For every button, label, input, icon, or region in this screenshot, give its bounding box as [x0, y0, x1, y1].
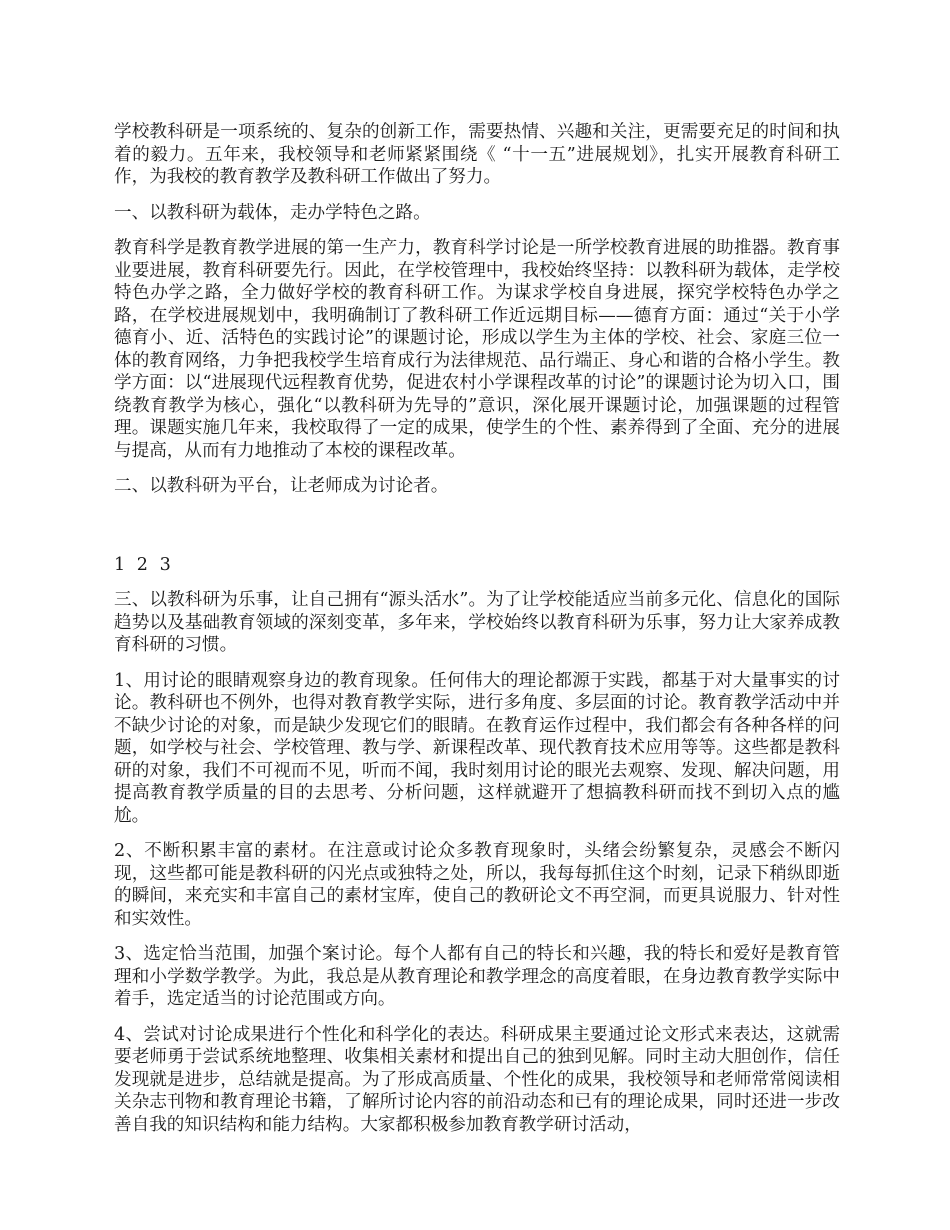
point-4-paragraph: 4、尝试对讨论成果进行个性化和科学化的表达。科研成果主要通过论文形式来表达，这就需要老师勇于尝试系统地整理、收集相关素材和提出自己的独到见解。同时主动大胆创作，信任发现就是进步，总结就是提高。为了形成高质量、个性化的成果，我校领导和老师常常阅读相关杂志刊物和教育理论书籍，了解所讨论内容的前沿动态和已有的理论成果，同时还进一步改善自我的知识结构和能力结构。大家都积极参加教育教学研讨活动，	[114, 1024, 840, 1135]
point-2-paragraph: 2、不断积累丰富的素材。在注意或讨论众多教育现象时，头绪会纷繁复杂，灵感会不断闪现，这些都可能是教科研的闪光点或独特之处，所以，我每每抓住这个时刻，记录下稍纵即逝的瞬间，来充实和丰富自己的素材宝库，使自己的教研论文不再空洞，而更具说服力、针对性和实效性。	[114, 841, 840, 929]
section-heading-1: 一、以教科研为载体，走办学特色之路。	[114, 202, 431, 223]
document-page	[114, 121, 840, 1149]
page-break-spacer	[114, 511, 840, 554]
point-3-paragraph: 3、选定恰当范围，加强个案讨论。每个人都有自己的特长和兴趣，我的特长和爱好是教育管理和小学数学教学。为此，我总是从教育理论和教学理念的高度着眼，在身边教育教学实际中着手，选定适当的讨论范围或方向。	[114, 944, 840, 1009]
section-1-paragraph: 教育科学是教育教学进展的第一生产力，教育科学讨论是一所学校教育进展的助推器。教育事业要进展，教育科研要先行。因此，在学校管理中，我校始终坚持：以教科研为载体，走学校特色办学之路，全力做好学校的教育科研工作。为谋求学校自身进展，探究学校特色办学之路，在学校进展规划中，我明确制订了教科研工作近远期目标——德育方面：通过“关于小学德育小、近、活特色的实践讨论”的课题讨论，形成以学生为主体的学校、社会、家庭三位一体的教育网络，力争把我校学生培育成行为法律规范、品行端正、身心和谐的合格小学生。教学方面：以“进展现代远程教育优势，促进农村小学课程改革的讨论”的课题讨论为切入口，围绕教育教学为核心，强化“以教科研为先导的”意识，深化展开课题讨论，加强课题的过程管理。课题实施几年来，我校取得了一定的成果，使学生的个性、素养得到了全面、充分的进展与提高，从而有力地推动了本校的课程改革。	[114, 238, 840, 461]
section-heading-2: 二、以教科研为平台，让老师成为讨论者。	[114, 476, 449, 496]
intro-paragraph: 学校教科研是一项系统的、复杂的创新工作，需要热情、兴趣和关注，更需要充足的时间和执着的毅力。五年来，我校领导和老师紧紧围绕《 “十一五”进展规划》，扎实开展教育科研工作，为我校的教育教学及教科研工作做出了努力。	[114, 122, 840, 187]
point-1-paragraph: 1、用讨论的眼睛观察身边的教育现象。任何伟大的理论都源于实践，都基于对大量事实的讨论。教科研也不例外，也得对教育教学实际，进行多角度、多层面的讨论。教育教学活动中并不缺少讨论的对象，而是缺少发现它们的眼睛。在教育运作过程中，我们都会有各种各样的问题，如学校与社会、学校管理、教与学、新课程改革、现代教育技术应用等等。这些都是教科研的对象，我们不可视而不见，听而不闻，我时刻用讨论的眼光去观察、发现、解决问题，用提高教育教学质量的目的去思考、分析问题，这样就避开了想搞教科研而找不到切入点的尴尬。	[114, 670, 840, 826]
page-numbers: 1 2 3	[114, 554, 174, 575]
section-3-paragraph: 三、以教科研为乐事，让自己拥有“源头活水”。为了让学校能适应当前多元化、信息化的国际趋势以及基础教育领域的深刻变革，多年来，学校始终以教育科研为乐事，努力让大家养成教育科研的习惯。	[114, 590, 840, 655]
